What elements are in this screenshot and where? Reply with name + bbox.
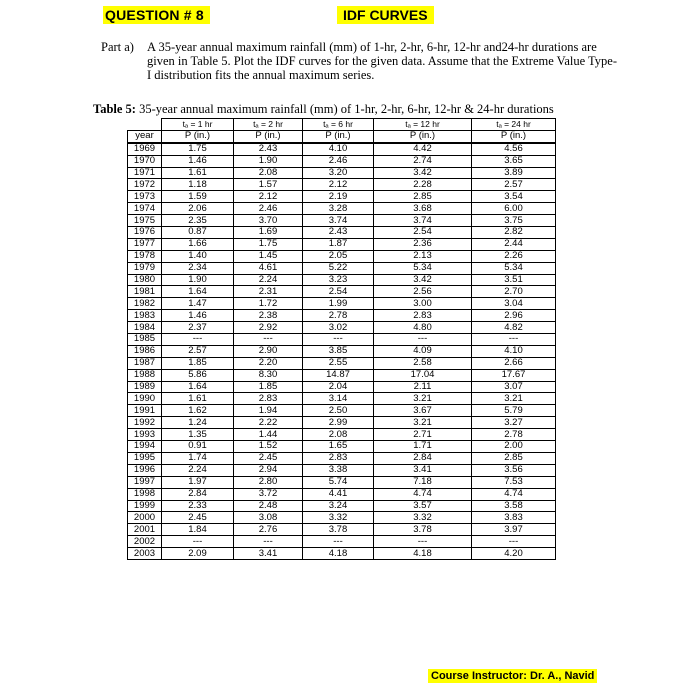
table-row bbox=[128, 452, 556, 464]
year-cell: 1974 bbox=[128, 203, 162, 215]
rainfall-cell: 1.65 bbox=[303, 441, 374, 453]
rainfall-cell: 5.86 bbox=[162, 369, 234, 381]
rainfall-cell: 1.74 bbox=[162, 452, 234, 464]
rainfall-cell: 1.72 bbox=[234, 298, 303, 310]
course-instructor: Course Instructor: Dr. A., Navid bbox=[428, 669, 597, 683]
rainfall-cell: 1.52 bbox=[234, 441, 303, 453]
table-row bbox=[128, 262, 556, 274]
rainfall-cell: 4.80 bbox=[374, 322, 472, 334]
rainfall-cell: 1.64 bbox=[162, 286, 234, 298]
rainfall-cell: 2.20 bbox=[234, 357, 303, 369]
rainfall-cell: 2.36 bbox=[374, 238, 472, 250]
table-row bbox=[128, 369, 556, 381]
table-row bbox=[128, 405, 556, 417]
rainfall-cell: 3.41 bbox=[374, 464, 472, 476]
rainfall-table bbox=[127, 118, 556, 560]
table-row bbox=[128, 310, 556, 322]
rainfall-cell: 2.85 bbox=[374, 191, 472, 203]
question-title: IDF CURVES bbox=[337, 6, 434, 24]
year-cell: 1986 bbox=[128, 345, 162, 357]
rainfall-cell: 2.12 bbox=[303, 179, 374, 191]
rainfall-cell: 3.24 bbox=[303, 500, 374, 512]
rainfall-cell: 1.59 bbox=[162, 191, 234, 203]
rainfall-cell: 3.75 bbox=[472, 215, 556, 227]
table-row bbox=[128, 476, 556, 488]
rainfall-cell: 2.08 bbox=[234, 167, 303, 179]
rainfall-cell: 2.31 bbox=[234, 286, 303, 298]
duration-header-row bbox=[128, 119, 556, 131]
table-row bbox=[128, 381, 556, 393]
rainfall-cell: 4.56 bbox=[472, 143, 556, 155]
rainfall-cell: 2.35 bbox=[162, 215, 234, 227]
rainfall-cell: 2.94 bbox=[234, 464, 303, 476]
table-row bbox=[128, 548, 556, 560]
rainfall-cell: --- bbox=[472, 536, 556, 548]
rainfall-cell: 2.83 bbox=[234, 393, 303, 405]
rainfall-cell: 2.45 bbox=[162, 512, 234, 524]
year-cell: 2002 bbox=[128, 536, 162, 548]
rainfall-cell: 3.85 bbox=[303, 345, 374, 357]
table-row bbox=[128, 298, 556, 310]
rainfall-cell: --- bbox=[162, 334, 234, 346]
rainfall-cell: --- bbox=[234, 536, 303, 548]
year-cell: 1975 bbox=[128, 215, 162, 227]
rainfall-cell: 4.82 bbox=[472, 322, 556, 334]
rainfall-cell: 1.18 bbox=[162, 179, 234, 191]
rainfall-cell: 2.00 bbox=[472, 441, 556, 453]
table-row bbox=[128, 322, 556, 334]
table-row bbox=[128, 417, 556, 429]
rainfall-cell: 2.71 bbox=[374, 429, 472, 441]
rainfall-cell: 2.11 bbox=[374, 381, 472, 393]
rainfall-cell: 3.54 bbox=[472, 191, 556, 203]
rainfall-cell: 3.32 bbox=[303, 512, 374, 524]
rainfall-cell: 1.90 bbox=[162, 274, 234, 286]
rainfall-cell: 3.08 bbox=[234, 512, 303, 524]
year-cell: 2001 bbox=[128, 524, 162, 536]
rainfall-cell: 3.56 bbox=[472, 464, 556, 476]
year-cell: 1991 bbox=[128, 405, 162, 417]
rainfall-cell: 1.57 bbox=[234, 179, 303, 191]
rainfall-cell: 2.24 bbox=[162, 464, 234, 476]
year-cell: 1997 bbox=[128, 476, 162, 488]
rainfall-cell: 4.20 bbox=[472, 548, 556, 560]
rainfall-cell: 4.74 bbox=[472, 488, 556, 500]
rainfall-cell: 3.14 bbox=[303, 393, 374, 405]
rainfall-cell: 3.07 bbox=[472, 381, 556, 393]
rainfall-cell: 2.38 bbox=[234, 310, 303, 322]
year-cell: 1989 bbox=[128, 381, 162, 393]
rainfall-cell: 17.04 bbox=[374, 369, 472, 381]
rainfall-cell: 3.38 bbox=[303, 464, 374, 476]
rainfall-cell: 5.79 bbox=[472, 405, 556, 417]
rainfall-cell: 6.00 bbox=[472, 203, 556, 215]
table-row bbox=[128, 429, 556, 441]
rainfall-cell: 1.24 bbox=[162, 417, 234, 429]
rainfall-cell: 2.74 bbox=[374, 155, 472, 167]
rainfall-cell: 2.76 bbox=[234, 524, 303, 536]
year-cell: 1987 bbox=[128, 357, 162, 369]
table-row bbox=[128, 179, 556, 191]
part-text: A 35-year annual maximum rainfall (mm) of 1-hr, 2-hr, 6-hr, 12-hr and24-hr durations are given in Table 5. Plot the IDF curves for the given data. Assume that the Extreme Value Type-I distribution fits the annual maximum series. bbox=[147, 40, 618, 82]
rainfall-cell: 3.21 bbox=[472, 393, 556, 405]
table-row bbox=[128, 536, 556, 548]
table-row bbox=[128, 488, 556, 500]
rainfall-cell: 2.22 bbox=[234, 417, 303, 429]
rainfall-cell: 2.57 bbox=[162, 345, 234, 357]
rainfall-cell: 3.89 bbox=[472, 167, 556, 179]
year-cell: 1984 bbox=[128, 322, 162, 334]
table-row bbox=[128, 227, 556, 239]
year-cell: 1999 bbox=[128, 500, 162, 512]
year-cell: 1996 bbox=[128, 464, 162, 476]
rainfall-cell: 2.99 bbox=[303, 417, 374, 429]
table-caption-text: 35-year annual maximum rainfall (mm) of 1-hr, 2-hr, 6-hr, 12-hr & 24-hr durations bbox=[135, 102, 554, 116]
year-cell: 1988 bbox=[128, 369, 162, 381]
rainfall-cell: 5.34 bbox=[374, 262, 472, 274]
rainfall-cell: 1.84 bbox=[162, 524, 234, 536]
year-cell: 1980 bbox=[128, 274, 162, 286]
rainfall-cell: 3.42 bbox=[374, 167, 472, 179]
part-label: Part a) bbox=[101, 40, 134, 54]
rainfall-cell: 1.69 bbox=[234, 227, 303, 239]
rainfall-cell: 2.24 bbox=[234, 274, 303, 286]
table-row bbox=[128, 238, 556, 250]
rainfall-cell: 3.32 bbox=[374, 512, 472, 524]
rainfall-cell: 1.61 bbox=[162, 393, 234, 405]
rainfall-cell: 2.48 bbox=[234, 500, 303, 512]
rainfall-cell: 3.67 bbox=[374, 405, 472, 417]
rainfall-cell: 2.34 bbox=[162, 262, 234, 274]
rainfall-cell: 2.50 bbox=[303, 405, 374, 417]
rainfall-cell: 1.66 bbox=[162, 238, 234, 250]
rainfall-cell: 2.56 bbox=[374, 286, 472, 298]
table-body bbox=[128, 143, 556, 560]
rainfall-cell: 3.21 bbox=[374, 393, 472, 405]
rainfall-cell: 1.94 bbox=[234, 405, 303, 417]
rainfall-cell: 5.34 bbox=[472, 262, 556, 274]
rainfall-cell: 0.91 bbox=[162, 441, 234, 453]
rainfall-cell: 2.55 bbox=[303, 357, 374, 369]
rainfall-cell: 2.06 bbox=[162, 203, 234, 215]
year-cell: 1978 bbox=[128, 250, 162, 262]
table-row bbox=[128, 215, 556, 227]
rainfall-cell: 1.64 bbox=[162, 381, 234, 393]
rainfall-cell: 1.35 bbox=[162, 429, 234, 441]
rainfall-cell: 2.54 bbox=[374, 227, 472, 239]
rainfall-cell: 1.99 bbox=[303, 298, 374, 310]
rainfall-cell: 3.58 bbox=[472, 500, 556, 512]
rainfall-cell: 3.68 bbox=[374, 203, 472, 215]
rainfall-cell: 3.23 bbox=[303, 274, 374, 286]
table-row bbox=[128, 334, 556, 346]
rainfall-cell: 2.26 bbox=[472, 250, 556, 262]
year-cell: 1992 bbox=[128, 417, 162, 429]
rainfall-cell: 3.42 bbox=[374, 274, 472, 286]
rainfall-cell: 2.83 bbox=[374, 310, 472, 322]
year-cell: 1998 bbox=[128, 488, 162, 500]
year-cell: 1976 bbox=[128, 227, 162, 239]
rainfall-cell: 2.09 bbox=[162, 548, 234, 560]
rainfall-cell: 1.47 bbox=[162, 298, 234, 310]
rainfall-cell: 1.85 bbox=[234, 381, 303, 393]
rainfall-cell: 2.78 bbox=[472, 429, 556, 441]
table-row bbox=[128, 250, 556, 262]
rainfall-cell: --- bbox=[234, 334, 303, 346]
year-cell: 1977 bbox=[128, 238, 162, 250]
rainfall-cell: 4.10 bbox=[472, 345, 556, 357]
rainfall-cell: 7.53 bbox=[472, 476, 556, 488]
year-cell: 1982 bbox=[128, 298, 162, 310]
rainfall-cell: 3.27 bbox=[472, 417, 556, 429]
rainfall-cell: 3.74 bbox=[374, 215, 472, 227]
rainfall-cell: 2.04 bbox=[303, 381, 374, 393]
rainfall-cell: 2.85 bbox=[472, 452, 556, 464]
part-a-statement bbox=[101, 40, 621, 82]
table-row bbox=[128, 345, 556, 357]
rainfall-cell: 2.96 bbox=[472, 310, 556, 322]
rainfall-cell: 1.62 bbox=[162, 405, 234, 417]
rainfall-cell: 2.46 bbox=[234, 203, 303, 215]
rainfall-cell: 2.92 bbox=[234, 322, 303, 334]
year-cell: 1995 bbox=[128, 452, 162, 464]
rainfall-cell: 3.74 bbox=[303, 215, 374, 227]
rainfall-cell: 2.84 bbox=[162, 488, 234, 500]
table-row bbox=[128, 143, 556, 155]
rainfall-cell: 4.10 bbox=[303, 143, 374, 155]
rainfall-cell: 7.18 bbox=[374, 476, 472, 488]
rainfall-cell: 3.78 bbox=[303, 524, 374, 536]
rainfall-cell: 2.90 bbox=[234, 345, 303, 357]
rainfall-cell: 1.75 bbox=[162, 143, 234, 155]
table-caption-number: Table 5: bbox=[93, 102, 136, 116]
rainfall-cell: 5.74 bbox=[303, 476, 374, 488]
rainfall-cell: 2.43 bbox=[234, 143, 303, 155]
column-header-row bbox=[128, 130, 556, 142]
table-row bbox=[128, 357, 556, 369]
year-cell: 1993 bbox=[128, 429, 162, 441]
rainfall-cell: 4.41 bbox=[303, 488, 374, 500]
duration-header: tₐ = 6 hr bbox=[303, 119, 374, 131]
rainfall-cell: 3.04 bbox=[472, 298, 556, 310]
rainfall-cell: 2.82 bbox=[472, 227, 556, 239]
rainfall-cell: 1.45 bbox=[234, 250, 303, 262]
rainfall-cell: 1.90 bbox=[234, 155, 303, 167]
rainfall-cell: 4.18 bbox=[374, 548, 472, 560]
rainfall-cell: 2.83 bbox=[303, 452, 374, 464]
table-caption bbox=[93, 102, 554, 117]
rainfall-cell: 3.41 bbox=[234, 548, 303, 560]
rainfall-cell: 2.05 bbox=[303, 250, 374, 262]
rainfall-cell: 3.83 bbox=[472, 512, 556, 524]
rainfall-cell: 2.57 bbox=[472, 179, 556, 191]
rainfall-cell: 3.70 bbox=[234, 215, 303, 227]
table-row bbox=[128, 274, 556, 286]
rainfall-cell: 3.65 bbox=[472, 155, 556, 167]
year-header: year bbox=[128, 130, 162, 142]
rainfall-cell: --- bbox=[374, 536, 472, 548]
rainfall-cell: 2.70 bbox=[472, 286, 556, 298]
rainfall-cell: 2.80 bbox=[234, 476, 303, 488]
rainfall-cell: 2.84 bbox=[374, 452, 472, 464]
year-cell: 1970 bbox=[128, 155, 162, 167]
year-cell: 1994 bbox=[128, 441, 162, 453]
rainfall-cell: 2.54 bbox=[303, 286, 374, 298]
rainfall-cell: --- bbox=[303, 334, 374, 346]
table-row bbox=[128, 155, 556, 167]
rainfall-cell: 1.61 bbox=[162, 167, 234, 179]
year-cell: 1973 bbox=[128, 191, 162, 203]
rainfall-cell: 4.42 bbox=[374, 143, 472, 155]
rainfall-cell: --- bbox=[162, 536, 234, 548]
table-row bbox=[128, 464, 556, 476]
rainfall-cell: 1.71 bbox=[374, 441, 472, 453]
rainfall-cell: 2.13 bbox=[374, 250, 472, 262]
rainfall-cell: 3.20 bbox=[303, 167, 374, 179]
rainfall-cell: 3.72 bbox=[234, 488, 303, 500]
rainfall-cell: 2.33 bbox=[162, 500, 234, 512]
rainfall-cell: 1.40 bbox=[162, 250, 234, 262]
year-cell: 2003 bbox=[128, 548, 162, 560]
rainfall-cell: 3.28 bbox=[303, 203, 374, 215]
p-header: P (in.) bbox=[162, 130, 234, 142]
duration-header: tₐ = 12 hr bbox=[374, 119, 472, 131]
table-row bbox=[128, 191, 556, 203]
year-cell: 1971 bbox=[128, 167, 162, 179]
year-cell: 1972 bbox=[128, 179, 162, 191]
p-header: P (in.) bbox=[234, 130, 303, 142]
rainfall-cell: 1.75 bbox=[234, 238, 303, 250]
year-cell: 1979 bbox=[128, 262, 162, 274]
rainfall-cell: 2.66 bbox=[472, 357, 556, 369]
p-header: P (in.) bbox=[303, 130, 374, 142]
year-cell: 1985 bbox=[128, 334, 162, 346]
rainfall-cell: 3.57 bbox=[374, 500, 472, 512]
rainfall-cell: 2.45 bbox=[234, 452, 303, 464]
p-header: P (in.) bbox=[472, 130, 556, 142]
rainfall-cell: 1.97 bbox=[162, 476, 234, 488]
rainfall-cell: 14.87 bbox=[303, 369, 374, 381]
table-row bbox=[128, 524, 556, 536]
rainfall-cell: 3.21 bbox=[374, 417, 472, 429]
year-cell: 1990 bbox=[128, 393, 162, 405]
rainfall-cell: 4.61 bbox=[234, 262, 303, 274]
rainfall-cell: 8.30 bbox=[234, 369, 303, 381]
rainfall-cell: 17.67 bbox=[472, 369, 556, 381]
rainfall-cell: 2.12 bbox=[234, 191, 303, 203]
rainfall-cell: 2.28 bbox=[374, 179, 472, 191]
rainfall-cell: 4.09 bbox=[374, 345, 472, 357]
year-cell: 1983 bbox=[128, 310, 162, 322]
rainfall-cell: 2.37 bbox=[162, 322, 234, 334]
duration-header: tₐ = 24 hr bbox=[472, 119, 556, 131]
rainfall-cell: 1.46 bbox=[162, 310, 234, 322]
year-cell: 1969 bbox=[128, 143, 162, 155]
rainfall-cell: 0.87 bbox=[162, 227, 234, 239]
table-row bbox=[128, 512, 556, 524]
rainfall-cell: --- bbox=[472, 334, 556, 346]
rainfall-cell: 3.51 bbox=[472, 274, 556, 286]
rainfall-cell: 2.19 bbox=[303, 191, 374, 203]
rainfall-cell: 1.46 bbox=[162, 155, 234, 167]
rainfall-cell: --- bbox=[303, 536, 374, 548]
rainfall-cell: 2.58 bbox=[374, 357, 472, 369]
table-row bbox=[128, 167, 556, 179]
table-row bbox=[128, 500, 556, 512]
rainfall-cell: 2.43 bbox=[303, 227, 374, 239]
duration-header: tₐ = 1 hr bbox=[162, 119, 234, 131]
table-row bbox=[128, 441, 556, 453]
table-row bbox=[128, 393, 556, 405]
rainfall-cell: 1.87 bbox=[303, 238, 374, 250]
rainfall-cell: 5.22 bbox=[303, 262, 374, 274]
rainfall-cell: 3.00 bbox=[374, 298, 472, 310]
p-header: P (in.) bbox=[374, 130, 472, 142]
rainfall-cell: 2.08 bbox=[303, 429, 374, 441]
rainfall-cell: 3.78 bbox=[374, 524, 472, 536]
rainfall-cell: 3.02 bbox=[303, 322, 374, 334]
question-number: QUESTION # 8 bbox=[103, 6, 210, 24]
table-row bbox=[128, 286, 556, 298]
year-cell: 1981 bbox=[128, 286, 162, 298]
rainfall-cell: 3.97 bbox=[472, 524, 556, 536]
rainfall-cell: 4.18 bbox=[303, 548, 374, 560]
rainfall-cell: 2.78 bbox=[303, 310, 374, 322]
rainfall-cell: 1.85 bbox=[162, 357, 234, 369]
corner-cell bbox=[128, 119, 162, 131]
rainfall-cell: 2.44 bbox=[472, 238, 556, 250]
rainfall-cell: 4.74 bbox=[374, 488, 472, 500]
rainfall-cell: 2.46 bbox=[303, 155, 374, 167]
table-row bbox=[128, 203, 556, 215]
year-cell: 2000 bbox=[128, 512, 162, 524]
rainfall-cell: 1.44 bbox=[234, 429, 303, 441]
duration-header: tₐ = 2 hr bbox=[234, 119, 303, 131]
rainfall-cell: --- bbox=[374, 334, 472, 346]
